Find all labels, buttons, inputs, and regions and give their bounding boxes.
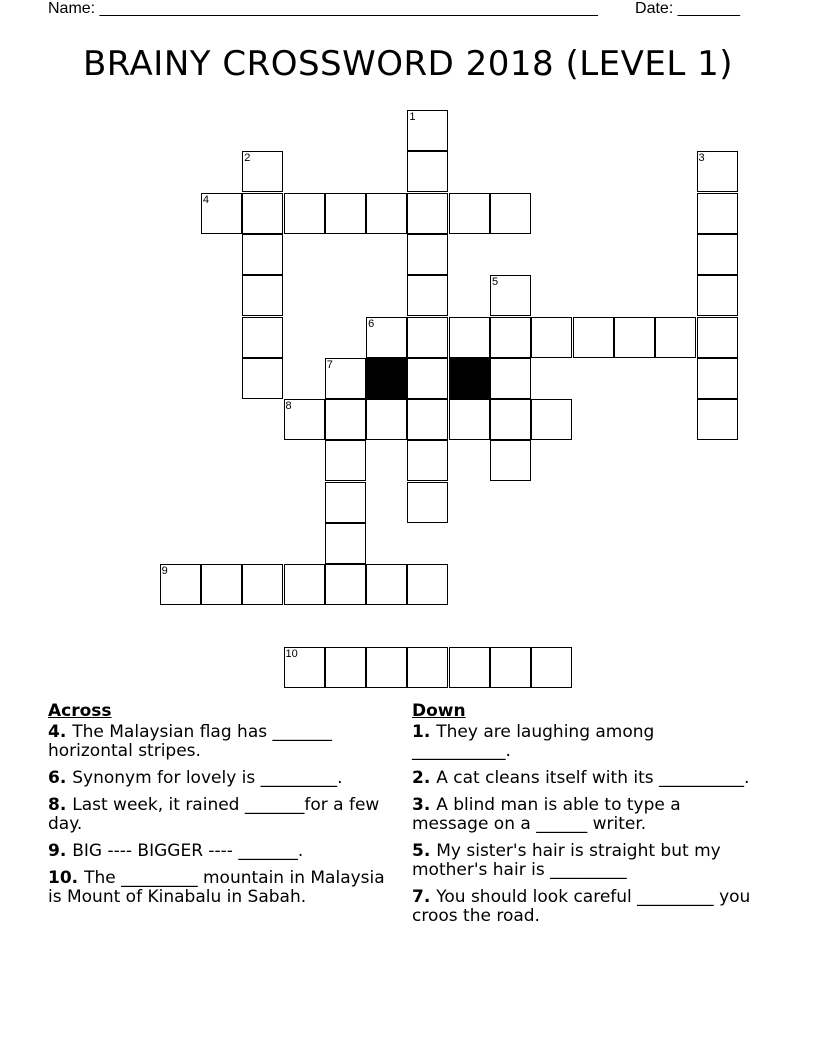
grid-cell[interactable] (407, 193, 448, 234)
clue-number-label: 6 (48, 768, 60, 788)
grid-cell[interactable] (531, 399, 572, 440)
down-clue: 5. My sister's hair is straight but my mother's hair is _________ (412, 841, 721, 880)
clue-number-label: 10 (48, 868, 72, 888)
across-heading: Across (48, 701, 112, 721)
grid-cell[interactable] (160, 564, 201, 605)
grid-cell[interactable] (242, 358, 283, 399)
across-clue: 6. Synonym for lovely is _________. (48, 768, 343, 788)
down-clue-list (412, 723, 752, 926)
down-clues (412, 702, 752, 934)
grid-cell[interactable] (325, 647, 366, 688)
clue-number: 9 (161, 565, 168, 578)
across-clue-list (48, 723, 388, 907)
grid-cell[interactable] (325, 482, 366, 523)
grid-cell[interactable] (407, 564, 448, 605)
grid-cell[interactable] (449, 317, 490, 358)
clue-number: 8 (285, 400, 292, 413)
grid-cell[interactable] (242, 151, 283, 192)
clue-number-label: 7 (412, 887, 424, 907)
grid-cell[interactable] (242, 234, 283, 275)
across-clue: 10. The _________ mountain in Malaysia is Mount of Kinabalu in Sabah. (48, 868, 385, 907)
grid-cell[interactable] (366, 399, 407, 440)
grid-cell[interactable] (697, 275, 738, 316)
grid-cell[interactable] (697, 399, 738, 440)
grid-cell[interactable] (407, 275, 448, 316)
grid-cell[interactable] (325, 358, 366, 399)
grid-cell[interactable] (531, 317, 572, 358)
clue-text: The Malaysian flag has _______ horizontal stripes. (48, 722, 332, 761)
grid-cell[interactable] (242, 564, 283, 605)
clue-number: 3 (698, 152, 705, 165)
clue-text: A cat cleans itself with its __________. (436, 768, 750, 788)
grid-cell[interactable] (697, 193, 738, 234)
grid-cell[interactable] (325, 523, 366, 564)
grid-cell[interactable] (366, 193, 407, 234)
clue-number: 4 (202, 193, 210, 206)
clue-text: A blind man is able to type a message on a ______ writer. (412, 795, 681, 834)
grid-cell[interactable] (697, 234, 738, 275)
grid-cell[interactable] (366, 317, 407, 358)
grid-cell[interactable] (697, 358, 738, 399)
clue-text: They are laughing among ___________. (412, 722, 655, 761)
page-title: BRAINY CROSSWORD 2018 (LEVEL 1) (82, 44, 734, 84)
grid-cell[interactable] (407, 110, 448, 151)
clue-text: Last week, it rained _______for a few day. (48, 795, 380, 834)
clue-number-label: 8 (48, 795, 60, 815)
grid-cell[interactable] (366, 647, 407, 688)
clue-number-label: 1 (412, 722, 424, 742)
clue-number-label: 4 (48, 722, 60, 742)
grid-cell[interactable] (655, 317, 696, 358)
grid-cell[interactable] (284, 564, 325, 605)
grid-cell[interactable] (531, 647, 572, 688)
grid-cell[interactable] (242, 275, 283, 316)
grid-cell[interactable] (407, 482, 448, 523)
grid-cell[interactable] (490, 440, 531, 481)
grid-cell[interactable] (284, 647, 325, 688)
grid-cell[interactable] (284, 193, 325, 234)
grid-cell[interactable] (407, 234, 448, 275)
grid-cell[interactable] (201, 564, 242, 605)
clue-text: You should look careful _________ you croos the road. (412, 887, 751, 926)
grid-cell[interactable] (490, 358, 531, 399)
clue-number-label: 2 (412, 768, 424, 788)
grid-cell[interactable] (449, 399, 490, 440)
grid-cell[interactable] (490, 399, 531, 440)
down-clue: 7. You should look careful _________ you croos the road. (412, 887, 751, 926)
grid-cell[interactable] (407, 151, 448, 192)
grid-cell[interactable] (697, 317, 738, 358)
grid-cell[interactable] (449, 193, 490, 234)
grid-cell[interactable] (407, 317, 448, 358)
grid-cell[interactable] (325, 399, 366, 440)
grid-block-cell (366, 358, 407, 399)
grid-cell[interactable] (325, 440, 366, 481)
grid-cell[interactable] (490, 317, 531, 358)
clue-number: 6 (368, 317, 375, 330)
grid-cell[interactable] (490, 275, 531, 316)
down-clue: 3. A blind man is able to type a message on a ______ writer. (412, 795, 681, 834)
grid-block-cell (449, 358, 490, 399)
clue-number: 2 (244, 152, 251, 165)
grid-cell[interactable] (697, 151, 738, 192)
clue-number-label: 3 (412, 795, 424, 815)
grid-cell[interactable] (366, 564, 407, 605)
clue-text: BIG ---- BIGGER ---- _______. (72, 841, 304, 861)
grid-cell[interactable] (325, 193, 366, 234)
across-clue: 4. The Malaysian flag has _______ horizontal stripes. (48, 722, 332, 761)
across-clue: 9. BIG ---- BIGGER ---- _______. (48, 841, 304, 861)
grid-cell[interactable] (201, 193, 242, 234)
grid-cell[interactable] (407, 647, 448, 688)
clue-text: The _________ mountain in Malaysia is Mount of Kinabalu in Sabah. (48, 868, 385, 907)
grid-cell[interactable] (614, 317, 655, 358)
grid-cell[interactable] (407, 399, 448, 440)
clue-number: 7 (326, 358, 333, 371)
grid-cell[interactable] (490, 647, 531, 688)
date-field-label: Date: _______ (635, 0, 740, 17)
clue-number-label: 5 (412, 841, 424, 861)
clue-number: 1 (409, 111, 416, 123)
grid-cell[interactable] (407, 440, 448, 481)
grid-cell[interactable] (325, 564, 366, 605)
clue-text: My sister's hair is straight but my mother's hair is _________ (412, 841, 721, 880)
down-clue: 1. They are laughing among ___________. (412, 722, 655, 761)
name-field-label: Name: ________________________________________________________ (48, 0, 598, 17)
clue-number: 5 (492, 276, 499, 289)
across-clues (48, 702, 388, 915)
grid-cell[interactable] (490, 193, 531, 234)
grid-cell[interactable] (573, 317, 614, 358)
clue-number-label: 9 (48, 841, 60, 861)
grid-cell[interactable] (449, 647, 490, 688)
across-clue: 8. Last week, it rained _______for a few day. (48, 795, 380, 834)
down-clue: 2. A cat cleans itself with its __________. (412, 768, 750, 788)
grid-cell[interactable] (284, 399, 325, 440)
down-heading: Down (412, 701, 466, 721)
grid-cell[interactable] (242, 317, 283, 358)
grid-cell[interactable] (242, 193, 283, 234)
clue-number: 10 (285, 647, 298, 660)
clue-text: Synonym for lovely is _________. (72, 768, 343, 788)
grid-cell[interactable] (407, 358, 448, 399)
